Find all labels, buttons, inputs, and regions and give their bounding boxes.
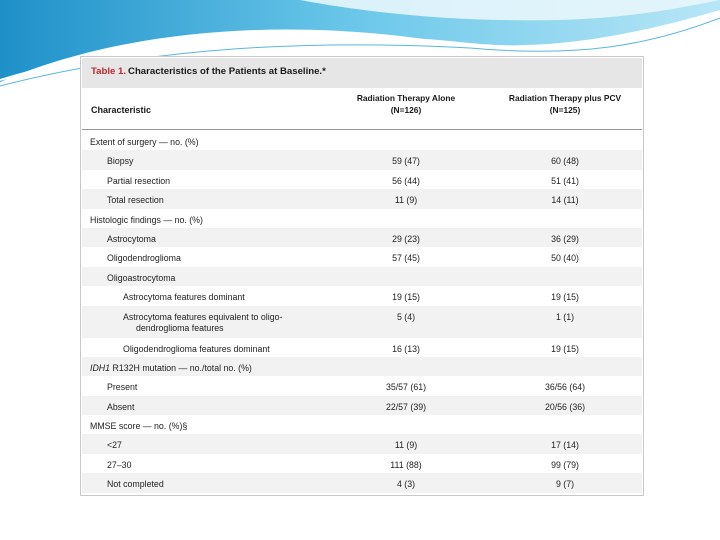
row-label-gene: IDH1 bbox=[90, 362, 111, 373]
table-row bbox=[82, 473, 642, 492]
header-rt-pcv bbox=[490, 92, 640, 116]
cell-rt-pcv: 9 (7) bbox=[555, 479, 575, 490]
row-label: Partial resection bbox=[107, 175, 171, 186]
cell-rt-pcv: 60 (48) bbox=[551, 156, 579, 167]
row-label: Present bbox=[107, 382, 138, 393]
cell-rt-alone: 56 (44) bbox=[392, 175, 420, 186]
row-label: 27–30 bbox=[107, 459, 132, 470]
table-row bbox=[82, 228, 642, 247]
table-row bbox=[82, 209, 642, 228]
cell-rt-alone: 111 (88) bbox=[390, 459, 422, 470]
cell-rt-pcv: 36/56 (64) bbox=[544, 382, 586, 393]
row-label: Oligodendroglioma features dominant bbox=[123, 343, 270, 354]
table-row bbox=[82, 170, 642, 189]
table-row bbox=[82, 189, 642, 208]
cell-rt-pcv: 99 (79) bbox=[551, 459, 579, 470]
table-row bbox=[82, 415, 642, 434]
row-label: Total resection bbox=[107, 195, 164, 206]
cell-rt-pcv: 1 (1) bbox=[555, 311, 575, 322]
table-body bbox=[82, 131, 642, 493]
table-row bbox=[82, 338, 642, 357]
cell-rt-alone: 22/57 (39) bbox=[385, 401, 427, 412]
header-rt-pcv-n: (N=125) bbox=[549, 105, 581, 115]
cell-rt-pcv: 19 (15) bbox=[551, 343, 579, 354]
cell-rt-alone: 16 (13) bbox=[392, 343, 420, 354]
row-label: Histologic findings — no. (%) bbox=[90, 214, 203, 225]
row-label: Astrocytoma bbox=[107, 233, 156, 244]
table-number: Table 1. bbox=[91, 66, 127, 77]
cell-rt-alone: 19 (15) bbox=[392, 292, 420, 303]
header-rt-alone-n: (N=126) bbox=[390, 105, 422, 115]
row-label: Oligodendroglioma bbox=[107, 253, 181, 264]
cell-rt-alone: 57 (45) bbox=[392, 253, 420, 264]
table-card bbox=[80, 56, 644, 496]
table-header bbox=[82, 88, 642, 129]
cell-rt-alone: 4 (3) bbox=[396, 479, 416, 490]
cell-rt-pcv: 17 (14) bbox=[551, 440, 579, 451]
row-label: <27 bbox=[107, 440, 122, 451]
row-label: Absent bbox=[107, 401, 135, 412]
row-label: Extent of surgery — no. (%) bbox=[90, 137, 199, 147]
table-row bbox=[82, 131, 642, 150]
row-label: MMSE score — no. (%)§ bbox=[90, 421, 188, 432]
row-label: Biopsy bbox=[107, 156, 134, 167]
table-row bbox=[82, 357, 642, 376]
table-row bbox=[82, 247, 642, 266]
cell-rt-alone: 59 (47) bbox=[392, 156, 420, 167]
cell-rt-alone: 11 (9) bbox=[394, 195, 418, 206]
cell-rt-pcv: 20/56 (36) bbox=[544, 401, 586, 412]
cell-rt-pcv: 36 (29) bbox=[551, 233, 579, 244]
row-label bbox=[123, 312, 282, 334]
cell-rt-pcv: 50 (40) bbox=[551, 253, 579, 264]
table-row bbox=[82, 434, 642, 453]
cell-rt-alone: 11 (9) bbox=[394, 440, 418, 451]
table-row bbox=[82, 267, 642, 286]
table-row bbox=[82, 376, 642, 395]
header-characteristic: Characteristic bbox=[91, 105, 152, 115]
table-row bbox=[82, 286, 642, 305]
header-rt-alone-title: Radiation Therapy Alone bbox=[356, 93, 456, 103]
table-row bbox=[82, 150, 642, 169]
row-label: Oligoastrocytoma bbox=[107, 272, 176, 283]
cell-rt-alone: 29 (23) bbox=[392, 233, 420, 244]
cell-rt-pcv: 14 (11) bbox=[551, 195, 579, 206]
row-label-text: R132H mutation — no./total no. (%) bbox=[110, 362, 252, 373]
row-label-line2: dendroglioma features bbox=[136, 322, 224, 333]
table-row bbox=[82, 396, 642, 415]
row-label-line1: Astrocytoma features equivalent to oligo- bbox=[123, 311, 283, 322]
header-rule bbox=[82, 129, 642, 130]
table-title bbox=[91, 66, 326, 77]
cell-rt-alone: 35/57 (61) bbox=[385, 382, 427, 393]
header-rt-alone bbox=[331, 92, 481, 116]
cell-rt-pcv: 51 (41) bbox=[551, 175, 579, 186]
table-row bbox=[82, 306, 642, 338]
table-title-bar bbox=[82, 58, 642, 88]
table-row bbox=[82, 454, 642, 473]
cell-rt-alone: 5 (4) bbox=[396, 311, 416, 322]
cell-rt-pcv: 19 (15) bbox=[551, 292, 579, 303]
row-label bbox=[90, 363, 252, 374]
header-rt-pcv-title: Radiation Therapy plus PCV bbox=[508, 93, 622, 103]
row-label: Astrocytoma features dominant bbox=[123, 292, 245, 303]
row-label: Not completed bbox=[107, 479, 164, 490]
table-title-text: Characteristics of the Patients at Baseline.* bbox=[128, 66, 326, 77]
